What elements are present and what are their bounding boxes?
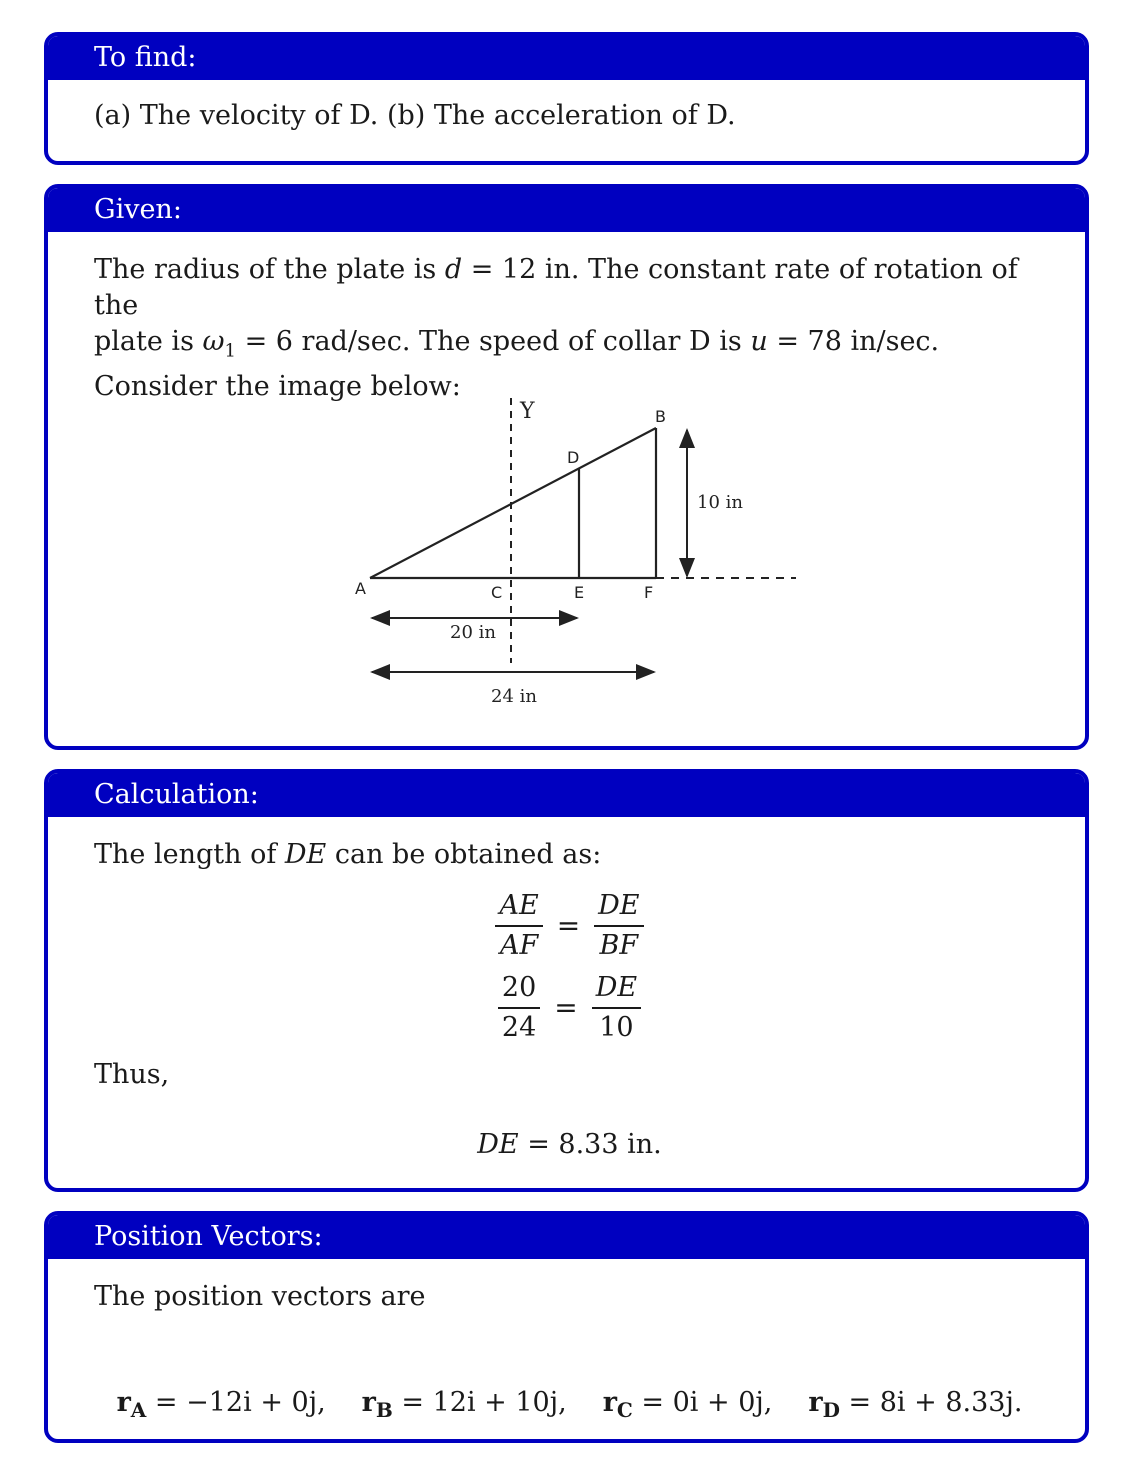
equals-sign: = — [556, 909, 581, 942]
denominator-10: 10 — [599, 1012, 634, 1043]
position-intro: The position vectors are — [94, 1281, 426, 1312]
thus-text: Thus, — [94, 1059, 170, 1090]
fraction-ae-af — [495, 887, 542, 965]
equals-sign: = — [554, 991, 578, 1024]
vector-symbol: r — [116, 1387, 131, 1418]
vector-subscript: C — [616, 1398, 633, 1422]
vector-subscript: B — [375, 1398, 393, 1422]
denominator-af: AF — [499, 930, 539, 961]
calculation-header: Calculation: — [48, 773, 1085, 817]
numerator-ae: AE — [499, 890, 539, 921]
position-vectors-body — [48, 1259, 1085, 1428]
vector-list — [94, 1385, 1045, 1428]
result-var: DE — [477, 1129, 519, 1160]
dimension-label-24: 24 in — [491, 686, 537, 707]
given-line-2-mid: = 6 rad/sec. The speed of collar D is — [236, 326, 751, 357]
vector-expression: = 0i + 0j, — [632, 1387, 773, 1418]
dimension-label-20: 20 in — [450, 622, 496, 643]
calc-intro-var: DE — [284, 839, 327, 870]
numerator-de: DE — [598, 890, 640, 921]
denominator-24: 24 — [501, 1012, 537, 1043]
calculation-body — [48, 817, 1085, 1163]
calc-intro-post: can be obtained as: — [326, 839, 602, 870]
vector-rb — [362, 1385, 567, 1428]
label-f: F — [644, 583, 654, 602]
vector-expression: = 12i + 10j, — [392, 1387, 567, 1418]
to-find-body — [48, 80, 1085, 134]
given-line-1-mid: = 12 in. The constant rate of rotation of the — [94, 254, 1018, 321]
hypotenuse-ab — [370, 428, 656, 578]
given-header: Given: — [48, 188, 1085, 232]
var-u: u — [750, 326, 768, 357]
fraction-20-24 — [498, 969, 540, 1047]
given-line-1-pre: The radius of the plate is — [94, 254, 445, 285]
given-line-2 — [94, 324, 1045, 369]
calculation-box — [44, 769, 1089, 1192]
to-find-box — [44, 32, 1089, 165]
to-find-text: (a) The velocity of D. (b) The acceleration of D. — [94, 100, 736, 131]
result-equation — [94, 1127, 1045, 1163]
vector-ra — [117, 1385, 326, 1428]
calc-intro-pre: The length of — [94, 839, 285, 870]
vector-symbol: r — [808, 1387, 823, 1418]
given-line-3: Consider the image below: — [94, 371, 461, 403]
numerator-20: 20 — [501, 972, 537, 1003]
given-box — [44, 184, 1089, 750]
vector-symbol: r — [602, 1387, 617, 1418]
var-omega: ω — [202, 326, 225, 357]
to-find-header: To find: — [48, 36, 1085, 80]
label-y: Y — [520, 399, 535, 424]
vector-rc — [603, 1385, 773, 1428]
vector-symbol: r — [361, 1387, 376, 1418]
vector-rd — [808, 1385, 1022, 1428]
equation-ratio-numeric — [94, 969, 1045, 1047]
vector-subscript: D — [822, 1398, 840, 1422]
label-e: E — [574, 583, 585, 602]
omega-subscript: 1 — [224, 340, 236, 362]
vector-expression: = 8i + 8.33j. — [839, 1387, 1023, 1418]
given-line-1 — [94, 252, 1045, 324]
plate-figure — [48, 378, 1085, 750]
dimension-label-10: 10 in — [697, 492, 743, 513]
vector-subscript: A — [130, 1398, 147, 1422]
given-line-2-end: = 78 in/sec. — [767, 326, 940, 357]
label-b: B — [655, 407, 666, 426]
numerator-de: DE — [595, 972, 638, 1003]
result-value: = 8.33 in. — [518, 1129, 662, 1160]
label-a: A — [355, 579, 366, 598]
given-line-2-pre: plate is — [94, 326, 203, 357]
equation-ratio-symbolic — [94, 887, 1045, 965]
denominator-bf: BF — [599, 930, 639, 961]
fraction-de-10 — [592, 969, 641, 1047]
fraction-de-bf — [594, 887, 643, 965]
label-d: D — [567, 448, 580, 467]
position-vectors-header: Position Vectors: — [48, 1215, 1085, 1259]
calc-intro — [94, 837, 1045, 873]
label-c: C — [491, 583, 503, 602]
vector-expression: = −12i + 0j, — [146, 1387, 326, 1418]
position-vectors-box — [44, 1211, 1089, 1443]
var-d: d — [444, 254, 463, 285]
